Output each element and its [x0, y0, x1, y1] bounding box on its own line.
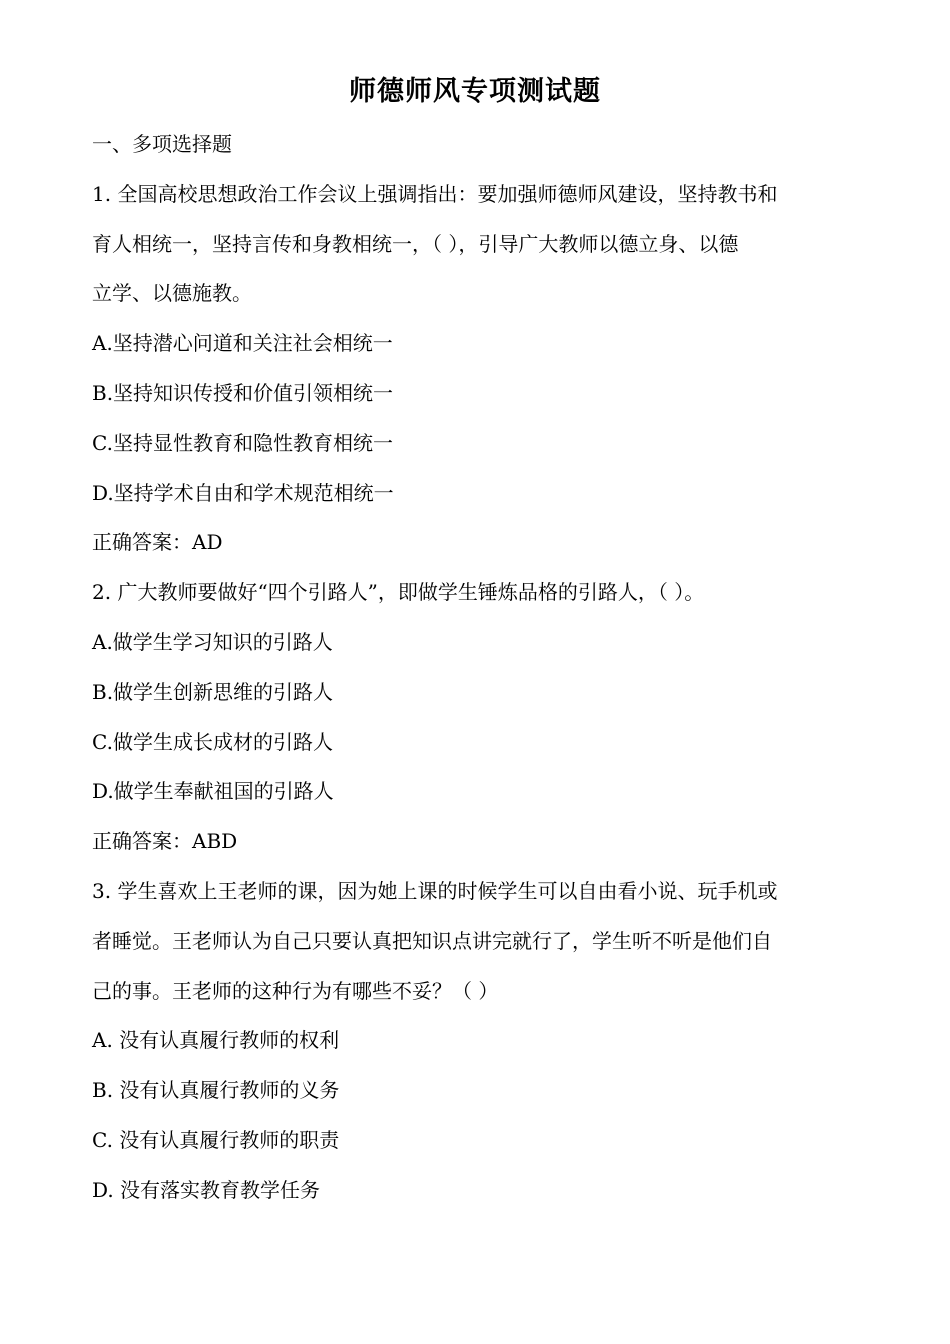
question-3-option-a: A. 没有认真履行教师的权利	[92, 1028, 340, 1053]
question-3-option-c: C. 没有认真履行教师的职责	[92, 1127, 340, 1152]
question-1-text-line: 1. 全国高校思想政治工作会议上强调指出：要加强师德师风建设，坚持教书和	[92, 181, 778, 206]
question-2-option-c: C.做学生成长成材的引路人	[92, 729, 333, 754]
question-1-text-line: 育人相统一，坚持言传和身教相统一，（ ），引导广大教师以德立身、以德	[92, 231, 739, 256]
question-2-option-a: A.做学生学习知识的引路人	[92, 629, 333, 654]
question-3-text-line: 己的事。王老师的这种行为有哪些不妥？（ ）	[92, 978, 499, 1003]
question-3-option-b: B. 没有认真履行教师的义务	[92, 1078, 340, 1103]
question-2-answer: 正确答案：ABD	[92, 829, 238, 854]
question-1	[92, 170, 858, 568]
question-3-text-line: 3. 学生喜欢上王老师的课，因为她上课的时候学生可以自由看小说、玩手机或	[92, 878, 778, 903]
question-2-option-d: D.做学生奉献祖国的引路人	[92, 779, 334, 804]
question-2-option-b: B.做学生创新思维的引路人	[92, 679, 334, 704]
question-2	[92, 568, 858, 867]
question-1-option-b: B.坚持知识传授和价值引领相统一	[92, 380, 394, 405]
section-heading: 一、多项选择题	[92, 132, 232, 156]
question-1-option-c: C.坚持显性教育和隐性教育相统一	[92, 430, 393, 455]
question-1-option-a: A.坚持潜心问道和关注社会相统一	[92, 331, 393, 356]
question-3-text-line: 者睡觉。王老师认为自己只要认真把知识点讲完就行了，学生听不听是他们自	[92, 928, 772, 953]
question-1-text-line: 立学、以德施教。	[92, 281, 252, 306]
question-1-answer: 正确答案：AD	[92, 530, 223, 555]
question-3	[92, 867, 858, 1216]
question-2-text-line: 2. 广大教师要做好“四个引路人”，即做学生锤炼品格的引路人，（ ）。	[92, 580, 705, 605]
document-title: 师德师风专项测试题	[349, 76, 601, 107]
question-1-option-d: D.坚持学术自由和学术规范相统一	[92, 480, 394, 505]
question-3-option-d: D. 没有落实教育教学任务	[92, 1177, 321, 1202]
